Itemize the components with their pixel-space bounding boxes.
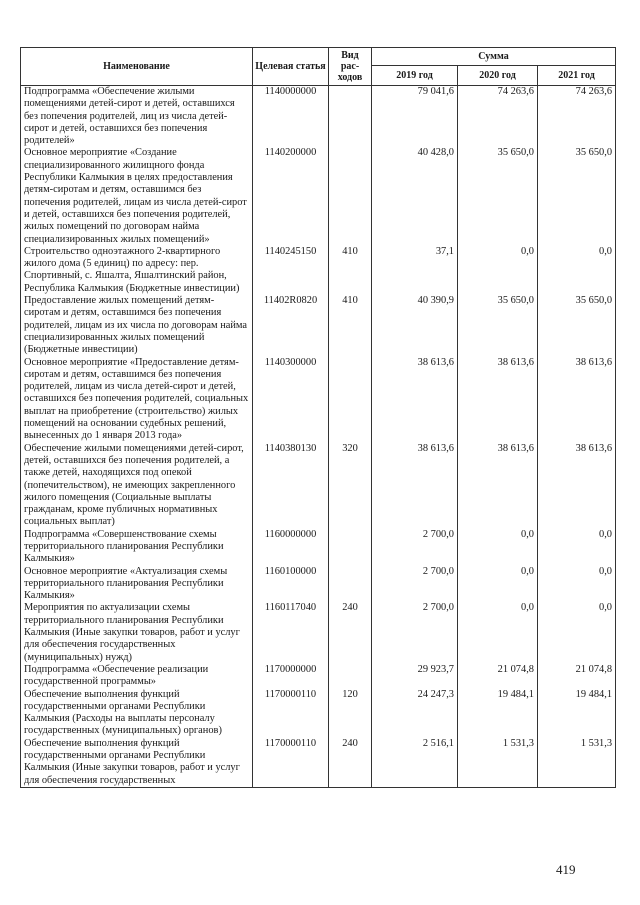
row-name: Подпрограмма «Обеспечение жилыми помещениями детей-сирот и детей, оставшихся без попечения родителей, лиц из числа детей-сирот и детей, оставшихся без попечения родителей» [21, 86, 253, 148]
row-type: 410 [329, 295, 372, 356]
row-value-2019: 40 390,9 [372, 295, 458, 356]
row-type [329, 357, 372, 443]
row-code: 1160117040 [253, 602, 329, 663]
header-code: Целевая статья [253, 48, 329, 86]
row-value-2019: 29 923,7 [372, 664, 458, 689]
row-type: 240 [329, 738, 372, 788]
row-code: 1140200000 [253, 147, 329, 245]
row-value-2021: 0,0 [538, 566, 616, 603]
row-type [329, 147, 372, 245]
row-value-2019: 37,1 [372, 246, 458, 295]
row-type [329, 566, 372, 603]
page-number: 419 [556, 862, 576, 877]
row-value-2019: 2 700,0 [372, 529, 458, 566]
row-code: 1160100000 [253, 566, 329, 603]
row-value-2020: 35 650,0 [458, 295, 538, 356]
table-header [21, 48, 616, 86]
row-code: 1140245150 [253, 246, 329, 295]
table-row [21, 529, 616, 566]
header-2019: 2019 год [372, 66, 458, 86]
row-value-2020: 0,0 [458, 246, 538, 295]
row-code: 1170000110 [253, 689, 329, 738]
header-type: Вид рас-ходов [329, 48, 372, 86]
table-row [21, 246, 616, 295]
row-type: 240 [329, 602, 372, 663]
row-name: Основное мероприятие «Актуализация схемы территориального планирования Республики Калмыкия» [21, 566, 253, 603]
header-2020: 2020 год [458, 66, 538, 86]
row-value-2020: 74 263,6 [458, 86, 538, 148]
row-value-2019: 2 516,1 [372, 738, 458, 788]
row-value-2020: 1 531,3 [458, 738, 538, 788]
row-name: Подпрограмма «Обеспечение реализации государственной программы» [21, 664, 253, 689]
row-code: 1170000110 [253, 738, 329, 788]
row-code: 11402R0820 [253, 295, 329, 356]
row-value-2019: 40 428,0 [372, 147, 458, 245]
row-value-2021: 0,0 [538, 529, 616, 566]
row-code: 1140000000 [253, 86, 329, 148]
row-value-2021: 0,0 [538, 246, 616, 295]
row-value-2019: 2 700,0 [372, 566, 458, 603]
row-value-2020: 0,0 [458, 529, 538, 566]
table-row [21, 602, 616, 663]
table-row [21, 147, 616, 245]
row-value-2020: 38 613,6 [458, 357, 538, 443]
table-body [21, 86, 616, 788]
budget-table [20, 47, 616, 788]
row-name: Обеспечение выполнения функций государственными органами Республики Калмыкия (Расходы на выплаты персоналу государственных (муниципальных) органов) [21, 689, 253, 738]
row-value-2020: 35 650,0 [458, 147, 538, 245]
row-value-2021: 74 263,6 [538, 86, 616, 148]
row-value-2021: 35 650,0 [538, 147, 616, 245]
row-value-2021: 21 074,8 [538, 664, 616, 689]
table-row [21, 295, 616, 356]
row-type [329, 664, 372, 689]
header-2021: 2021 год [538, 66, 616, 86]
row-name: Мероприятия по актуализации схемы территориального планирования Республики Калмыкия (Иные закупки товаров, работ и услуг для обеспечения государственных (муниципальных) нужд) [21, 602, 253, 663]
row-name: Основное мероприятие «Предоставление детям-сиротам и детям, оставшимся без попечения родителей, лицам из числа детей-сирот и детей, оставшихся без попечения родителей, социальных выплат на приобретение (строительство) жилых помещений на основании судебных решений, вынесенных до 1 января 2013 года» [21, 357, 253, 443]
row-value-2020: 38 613,6 [458, 443, 538, 529]
row-name: Основное мероприятие «Создание специализированного жилищного фонда Республики Калмыкия в целях предоставления детям-сиротам и детям, оставшимся без попечения родителей, лицам из числа детей-сирот и детей, оставшихся без попечения родителей, жилых помещений по договорам найма специализированных жилых помещений» [21, 147, 253, 245]
row-value-2021: 19 484,1 [538, 689, 616, 738]
row-value-2021: 38 613,6 [538, 357, 616, 443]
row-value-2021: 35 650,0 [538, 295, 616, 356]
table-row [21, 566, 616, 603]
row-value-2019: 38 613,6 [372, 443, 458, 529]
table-row [21, 664, 616, 689]
row-name: Обеспечение жилыми помещениями детей-сирот, детей, оставшихся без попечения родителей, а также детей, находящихся под опекой (попечительством), не имеющих закрепленного жилого помещения (Социальные выплаты гражданам, кроме публичных нормативных социальных выплат) [21, 443, 253, 529]
table-row [21, 443, 616, 529]
row-type: 320 [329, 443, 372, 529]
row-name: Обеспечение выполнения функций государственными органами Республики Калмыкия (Иные закупки товаров, работ и услуг для обеспечения государственных [21, 738, 253, 788]
table-row [21, 86, 616, 148]
row-value-2021: 1 531,3 [538, 738, 616, 788]
row-value-2021: 38 613,6 [538, 443, 616, 529]
row-name: Предоставление жилых помещений детям-сиротам и детям, оставшимся без попечения родителей, лицам из их числа по договорам найма специализированных жилых помещений (Бюджетные инвестиции) [21, 295, 253, 356]
row-type: 410 [329, 246, 372, 295]
row-value-2019: 24 247,3 [372, 689, 458, 738]
row-code: 1160000000 [253, 529, 329, 566]
header-sum: Сумма [372, 48, 616, 66]
row-value-2020: 21 074,8 [458, 664, 538, 689]
row-value-2020: 0,0 [458, 602, 538, 663]
row-code: 1170000000 [253, 664, 329, 689]
table-row [21, 357, 616, 443]
table-row [21, 738, 616, 788]
row-code: 1140380130 [253, 443, 329, 529]
table-row [21, 689, 616, 738]
row-value-2019: 38 613,6 [372, 357, 458, 443]
row-code: 1140300000 [253, 357, 329, 443]
header-name: Наименование [21, 48, 253, 86]
row-name: Строительство одноэтажного 2-квартирного жилого дома (5 единиц) по адресу: пер. Спортивный, с. Яшалта, Яшалтинский район, Республика Калмыкия (Бюджетные инвестиции) [21, 246, 253, 295]
row-value-2020: 0,0 [458, 566, 538, 603]
row-name: Подпрограмма «Совершенствование схемы территориального планирования Республики Калмыкия» [21, 529, 253, 566]
row-value-2019: 2 700,0 [372, 602, 458, 663]
row-type [329, 529, 372, 566]
row-type [329, 86, 372, 148]
row-value-2019: 79 041,6 [372, 86, 458, 148]
row-value-2020: 19 484,1 [458, 689, 538, 738]
row-value-2021: 0,0 [538, 602, 616, 663]
row-type: 120 [329, 689, 372, 738]
